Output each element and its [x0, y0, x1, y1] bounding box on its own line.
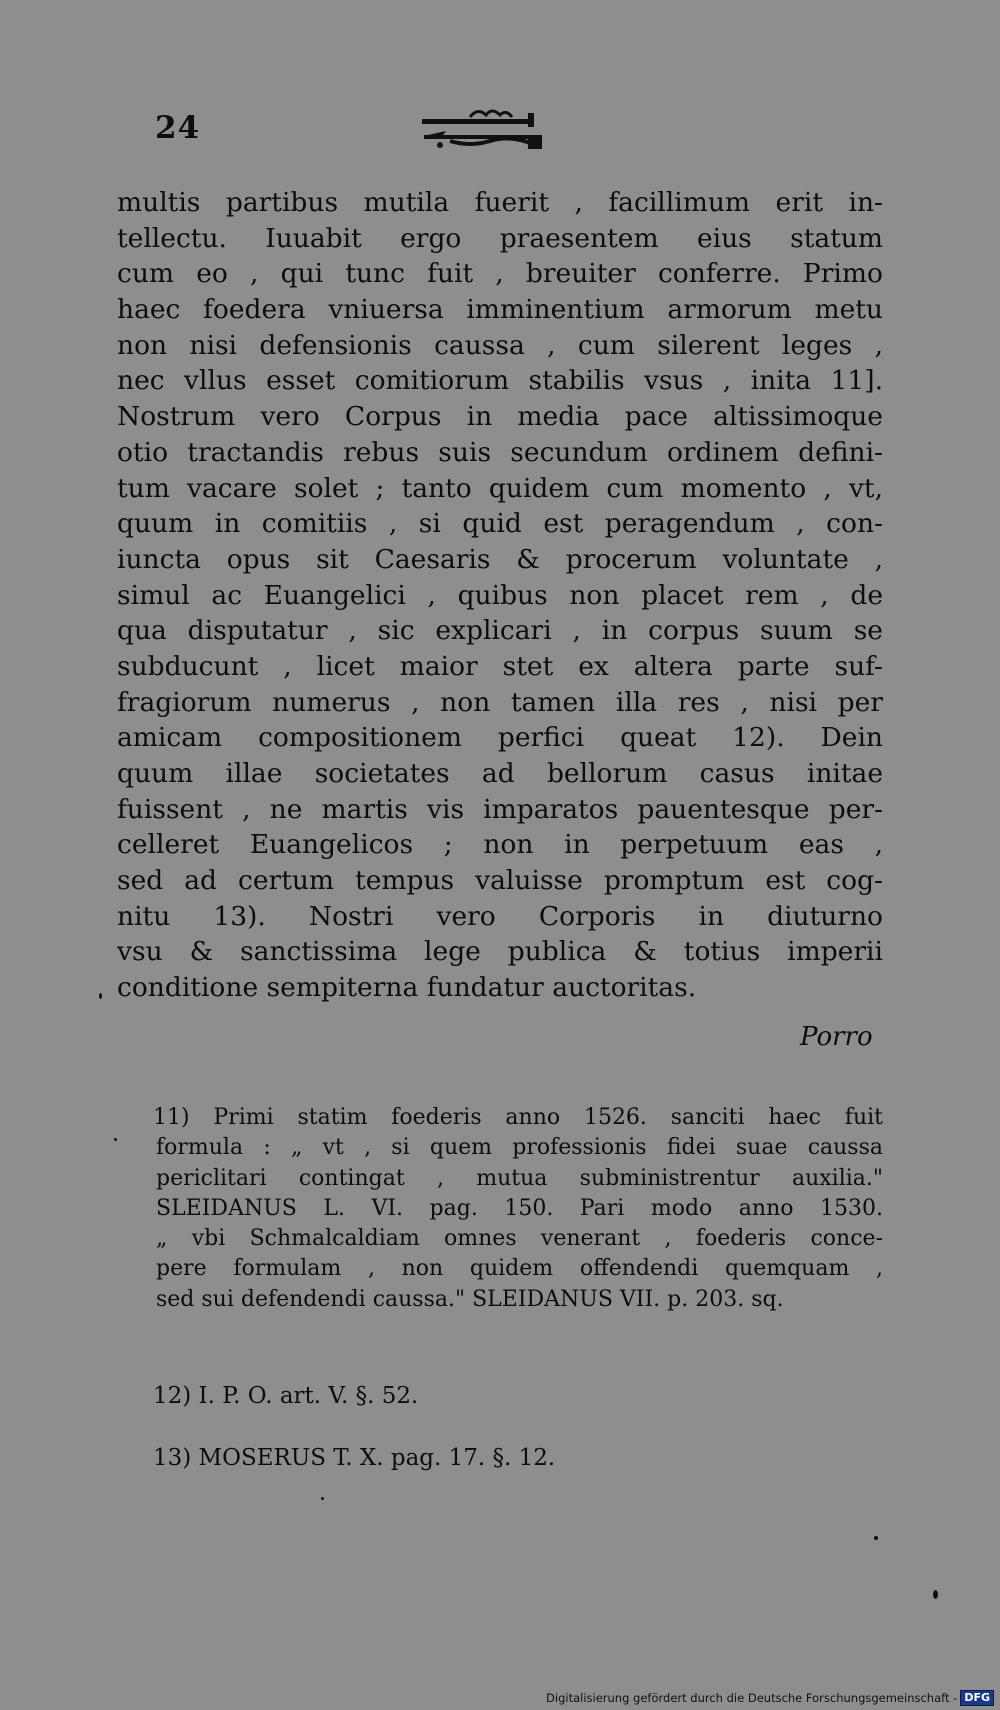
ink-speck	[321, 1497, 324, 1500]
body-line: nitu 13). Nostri vero Corporis in diuturno	[117, 900, 883, 932]
body-line: Nostrum vero Corpus in media pace altissimoque	[117, 401, 883, 433]
digitization-credit	[546, 1690, 994, 1706]
body-line: iuncta opus sit Caesaris & procerum voluntate ,	[117, 543, 883, 575]
footnote-line: pere formulam , non quidem offendendi quemquam ,	[156, 1256, 883, 1282]
dfg-logo-icon: DFG	[960, 1690, 994, 1706]
body-line: non nisi defensionis caussa , cum silerent leges ,	[117, 329, 883, 361]
body-line: cum eo , qui tunc fuit , breuiter conferre. Primo	[117, 258, 883, 290]
body-line: multis partibus mutila fuerit , facillimum erit in-	[117, 187, 883, 218]
body-line: otio tractandis rebus suis secundum ordinem defini-	[117, 436, 883, 468]
footnote-13: 13) MOSERUS T. X. pag. 17. §. 12.	[153, 1445, 556, 1471]
footnote-line: formula : „ vt , si quem professionis fidei suae caussa	[156, 1135, 883, 1161]
page-number: 24	[155, 110, 201, 146]
footnote-11	[153, 1103, 883, 1315]
body-line: fuissent , ne martis vis imparatos pauentesque per-	[117, 793, 883, 825]
footnote-line: 11) Primi statim foederis anno 1526. sanciti haec fuit	[153, 1105, 883, 1130]
body-line: sed ad certum tempus valuisse promptum est cog-	[117, 865, 883, 897]
body-line: nec vllus esset comitiorum stabilis vsus , inita 11].	[117, 365, 883, 397]
body-line: fragiorum numerus , non tamen illa res , nisi per	[117, 686, 883, 718]
body-text	[117, 185, 883, 1006]
ink-speck	[933, 1590, 938, 1599]
ink-speck	[99, 993, 102, 999]
body-line: quum illae societates ad bellorum casus initae	[117, 758, 883, 789]
footnote-line: sed sui defendendi caussa." SLEIDANUS VII. p. 203. sq.	[156, 1286, 784, 1312]
body-line: subducunt , licet maior stet ex altera parte suf-	[117, 650, 883, 682]
ink-speck	[114, 1138, 117, 1141]
credit-text: Digitalisierung gefördert durch die Deutsche Forschungsgemeinschaft -	[546, 1691, 958, 1705]
footnote-line: SLEIDANUS L. VI. pag. 150. Pari modo anno 1530.	[156, 1195, 883, 1221]
body-line: conditione sempiterna fundatur auctoritas.	[117, 972, 697, 1004]
footnote-line: periclitari contingat , mutua subministrentur auxilia."	[156, 1165, 883, 1191]
body-line: tellectu. Iuuabit ergo praesentem eius statum	[117, 222, 883, 254]
body-line: haec foedera vniuersa imminentium armorum metu	[117, 294, 883, 326]
catchword: Porro	[800, 1022, 873, 1052]
body-line: tum vacare solet ; tanto quidem cum momento , vt,	[117, 472, 883, 504]
footnote-line: „ vbi Schmalcaldiam omnes venerant , foederis conce-	[156, 1226, 883, 1252]
ink-speck	[874, 1536, 878, 1540]
body-line: vsu & sanctissima lege publica & totius imperii	[117, 936, 883, 968]
footnote-12: 12) I. P. O. art. V. §. 52.	[153, 1383, 419, 1409]
body-line: qua disputatur , sic explicari , in corpus suum se	[117, 615, 883, 647]
body-line: celleret Euangelicos ; non in perpetuum eas ,	[117, 829, 883, 861]
body-line: amicam compositionem perfici queat 12). Dein	[117, 722, 883, 754]
printer-ornament-icon	[410, 105, 560, 157]
body-line: quum in comitiis , si quid est peragendum , con-	[117, 508, 883, 540]
body-line: simul ac Euangelici , quibus non placet rem , de	[117, 579, 883, 611]
